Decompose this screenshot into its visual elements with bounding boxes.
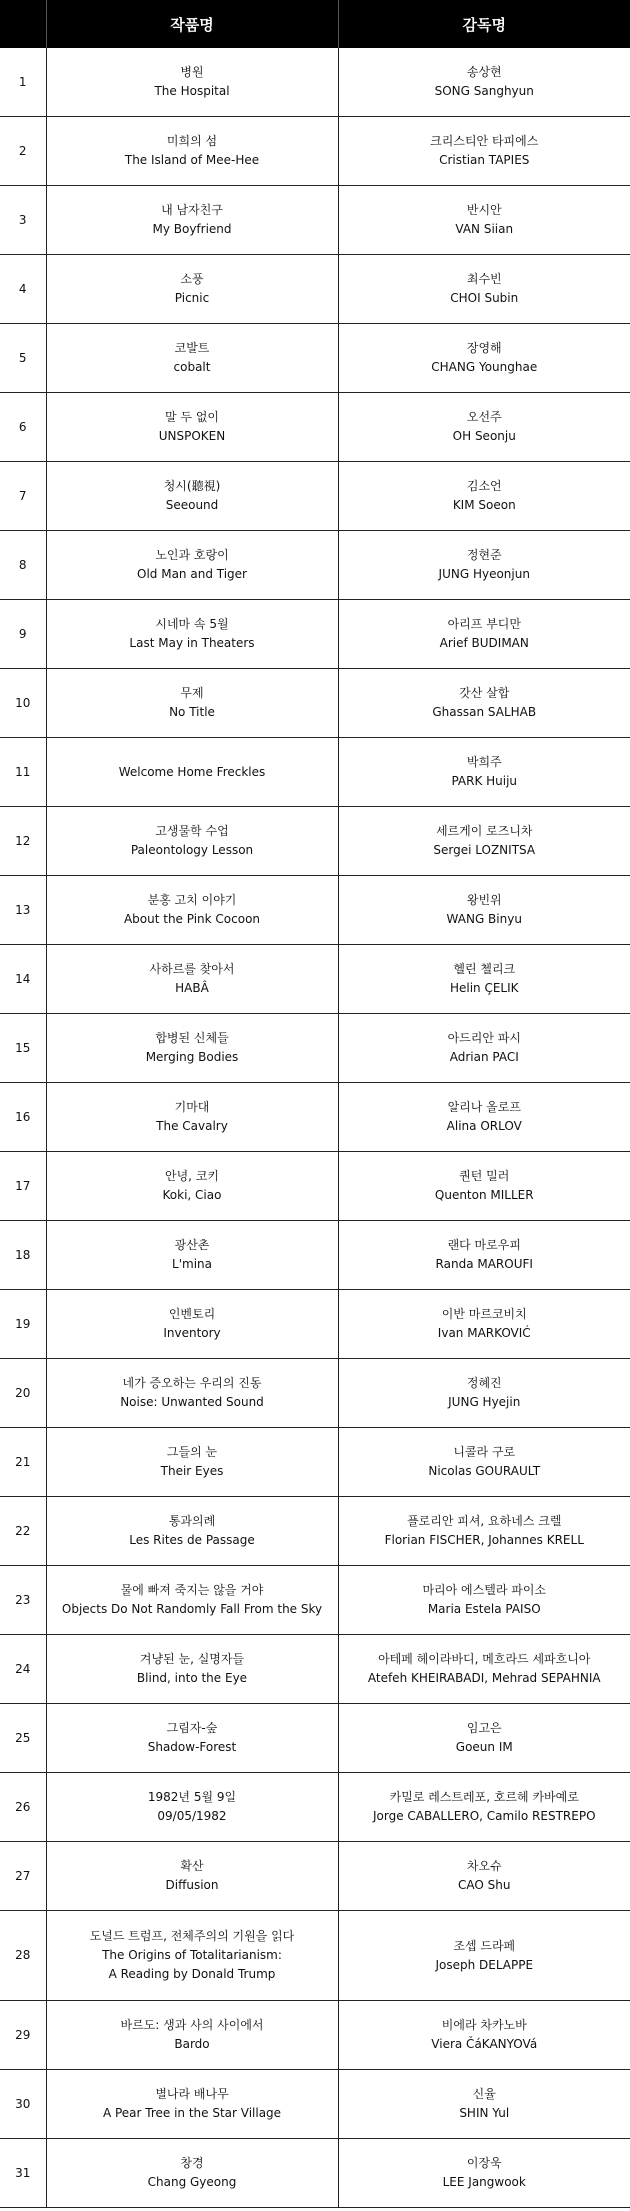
director-cell bbox=[338, 1566, 630, 1635]
row-number: 8 bbox=[0, 531, 46, 600]
film-title-cell bbox=[46, 1290, 338, 1359]
director-line: Helin ÇELIK bbox=[449, 981, 519, 995]
film-title-cell bbox=[46, 2070, 338, 2139]
film-title-line: Picnic bbox=[174, 291, 210, 305]
film-title-cell bbox=[46, 1911, 338, 2001]
director-cell bbox=[338, 531, 630, 600]
film-title-line: 청시(聽視) bbox=[163, 479, 221, 493]
director-cell bbox=[338, 255, 630, 324]
director-cell bbox=[338, 1773, 630, 1842]
director-line: 정현준 bbox=[466, 548, 502, 562]
table-row bbox=[0, 1773, 630, 1842]
film-title-line: 사하르를 찾아서 bbox=[149, 962, 235, 976]
table-row bbox=[0, 1083, 630, 1152]
director-line: 플로리안 피셔, 요하네스 크렐 bbox=[407, 1514, 562, 1528]
film-title-line: Inventory bbox=[163, 1326, 221, 1340]
director-cell bbox=[338, 2139, 630, 2208]
row-number: 16 bbox=[0, 1083, 46, 1152]
director-line: 헬린 첼리크 bbox=[453, 962, 516, 976]
film-title-cell bbox=[46, 1221, 338, 1290]
director-cell bbox=[338, 807, 630, 876]
film-title-cell bbox=[46, 738, 338, 807]
table-row bbox=[0, 738, 630, 807]
film-title-line: 고생물학 수업 bbox=[155, 824, 229, 838]
film-title-line: Objects Do Not Randomly Fall From the Sky bbox=[61, 1602, 323, 1616]
director-line: Sergei LOZNITSA bbox=[433, 843, 536, 857]
table-row bbox=[0, 117, 630, 186]
film-title-line: 병원 bbox=[180, 65, 204, 79]
film-title-line: Their Eyes bbox=[160, 1464, 224, 1478]
director-line: 임고은 bbox=[466, 1721, 502, 1735]
table-row bbox=[0, 2070, 630, 2139]
director-line: 아테페 헤이라바디, 메흐라드 세파흐니아 bbox=[378, 1652, 591, 1666]
director-line: KIM Soeon bbox=[452, 498, 516, 512]
table-row bbox=[0, 1428, 630, 1497]
director-cell bbox=[338, 462, 630, 531]
film-title-line: Bardo bbox=[174, 2037, 210, 2051]
director-line: 장영해 bbox=[466, 341, 502, 355]
row-number: 30 bbox=[0, 2070, 46, 2139]
film-title-line: A Pear Tree in the Star Village bbox=[102, 2106, 282, 2120]
film-title-line: 네가 증오하는 우리의 진동 bbox=[122, 1376, 262, 1390]
director-line: SHIN Yul bbox=[459, 2106, 510, 2120]
film-title-line: 그림자-숲 bbox=[166, 1721, 218, 1735]
row-number: 15 bbox=[0, 1014, 46, 1083]
film-title-line: 그들의 눈 bbox=[166, 1445, 218, 1459]
director-cell bbox=[338, 1842, 630, 1911]
table-row bbox=[0, 1704, 630, 1773]
table-row bbox=[0, 876, 630, 945]
film-title-line: L'mina bbox=[172, 1257, 212, 1271]
row-number: 26 bbox=[0, 1773, 46, 1842]
director-cell bbox=[338, 669, 630, 738]
film-title-line: 코발트 bbox=[174, 341, 210, 355]
director-cell bbox=[338, 1359, 630, 1428]
film-title-cell bbox=[46, 1842, 338, 1911]
director-line: Arief BUDIMAN bbox=[439, 636, 529, 650]
director-cell bbox=[338, 2001, 630, 2070]
table-row bbox=[0, 393, 630, 462]
film-title-cell bbox=[46, 48, 338, 117]
table-row bbox=[0, 1497, 630, 1566]
director-line: 세르게이 로즈니차 bbox=[435, 824, 533, 838]
director-line: OH Seonju bbox=[452, 429, 516, 443]
row-number: 28 bbox=[0, 1911, 46, 2001]
film-title-line: 안녕, 코키 bbox=[165, 1169, 219, 1183]
director-line: 카밀로 레스트레포, 호르헤 카바예로 bbox=[389, 1790, 579, 1804]
director-line: LEE Jangwook bbox=[442, 2175, 526, 2189]
film-title-cell bbox=[46, 1014, 338, 1083]
director-cell bbox=[338, 1152, 630, 1221]
film-title-line: 바르도: 생과 사의 사이에서 bbox=[120, 2018, 264, 2032]
row-number: 19 bbox=[0, 1290, 46, 1359]
table-row bbox=[0, 1635, 630, 1704]
row-number: 23 bbox=[0, 1566, 46, 1635]
director-cell bbox=[338, 186, 630, 255]
table-row bbox=[0, 1566, 630, 1635]
film-title-line: 소풍 bbox=[180, 272, 204, 286]
film-title-line: Last May in Theaters bbox=[129, 636, 255, 650]
director-line: 아리프 부디만 bbox=[447, 617, 521, 631]
film-title-cell bbox=[46, 186, 338, 255]
row-number: 21 bbox=[0, 1428, 46, 1497]
table-row bbox=[0, 1842, 630, 1911]
director-line: JUNG Hyejin bbox=[448, 1395, 521, 1409]
director-cell bbox=[338, 1290, 630, 1359]
film-title-line: The Cavalry bbox=[156, 1119, 228, 1133]
table-row bbox=[0, 807, 630, 876]
row-number: 11 bbox=[0, 738, 46, 807]
film-title-line: Seeound bbox=[165, 498, 219, 512]
director-cell bbox=[338, 1635, 630, 1704]
row-number: 24 bbox=[0, 1635, 46, 1704]
director-line: Ghassan SALHAB bbox=[432, 705, 537, 719]
director-line: Atefeh KHEIRABADI, Mehrad SEPAHNIA bbox=[367, 1671, 601, 1685]
table-row bbox=[0, 2139, 630, 2208]
film-title-line: 합병된 신체들 bbox=[155, 1031, 229, 1045]
film-title-cell bbox=[46, 1566, 338, 1635]
director-line: Nicolas GOURAULT bbox=[428, 1464, 541, 1478]
film-title-line: The Hospital bbox=[154, 84, 230, 98]
director-line: 이장욱 bbox=[466, 2156, 502, 2170]
film-title-cell bbox=[46, 1635, 338, 1704]
director-line: Jorge CABALLERO, Camilo RESTREPO bbox=[372, 1809, 596, 1823]
director-cell bbox=[338, 2070, 630, 2139]
film-title-cell bbox=[46, 669, 338, 738]
row-number: 2 bbox=[0, 117, 46, 186]
table-row bbox=[0, 1290, 630, 1359]
director-line: Randa MAROUFI bbox=[435, 1257, 533, 1271]
table-row bbox=[0, 600, 630, 669]
director-line: 최수빈 bbox=[466, 272, 502, 286]
row-number: 3 bbox=[0, 186, 46, 255]
table-row bbox=[0, 945, 630, 1014]
director-line: 갓산 살합 bbox=[459, 686, 510, 700]
row-number: 13 bbox=[0, 876, 46, 945]
director-cell bbox=[338, 600, 630, 669]
table-row bbox=[0, 48, 630, 117]
row-number: 12 bbox=[0, 807, 46, 876]
director-cell bbox=[338, 1221, 630, 1290]
row-number: 4 bbox=[0, 255, 46, 324]
film-table-body bbox=[0, 48, 630, 2208]
director-line: Maria Estela PAISO bbox=[427, 1602, 541, 1616]
director-cell bbox=[338, 1497, 630, 1566]
row-number: 9 bbox=[0, 600, 46, 669]
film-title-line: Koki, Ciao bbox=[162, 1188, 222, 1202]
row-number: 22 bbox=[0, 1497, 46, 1566]
director-line: 왕빈위 bbox=[466, 893, 502, 907]
row-number: 18 bbox=[0, 1221, 46, 1290]
director-line: Ivan MARKOVIĆ bbox=[437, 1326, 531, 1340]
film-title-line: About the Pink Cocoon bbox=[123, 912, 261, 926]
header-title: 작품명 bbox=[46, 0, 338, 48]
film-title-line: 내 남자친구 bbox=[161, 203, 223, 217]
film-title-cell bbox=[46, 462, 338, 531]
film-title-line: A Reading by Donald Trump bbox=[108, 1967, 276, 1981]
film-title-cell bbox=[46, 600, 338, 669]
director-cell bbox=[338, 876, 630, 945]
film-title-cell bbox=[46, 255, 338, 324]
film-title-line: Welcome Home Freckles bbox=[118, 764, 266, 779]
film-title-line: 09/05/1982 bbox=[157, 1809, 227, 1823]
film-title-cell bbox=[46, 1428, 338, 1497]
director-line: 알리나 올로프 bbox=[447, 1100, 521, 1114]
film-title-line: 미희의 섬 bbox=[166, 134, 218, 148]
film-title-line: Diffusion bbox=[165, 1878, 219, 1892]
director-line: 반시안 bbox=[466, 203, 502, 217]
director-line: Joseph DELAPPE bbox=[435, 1957, 534, 1972]
film-title-line: 1982년 5월 9일 bbox=[147, 1790, 237, 1804]
film-title-line: Shadow-Forest bbox=[147, 1740, 237, 1754]
film-title-line: 무제 bbox=[180, 686, 204, 700]
table-row bbox=[0, 1014, 630, 1083]
table-row bbox=[0, 1911, 630, 2001]
director-line: Viera ČáKANYOVá bbox=[431, 2037, 538, 2051]
director-line: 김소언 bbox=[466, 479, 502, 493]
director-line: CAO Shu bbox=[458, 1878, 511, 1892]
row-number: 5 bbox=[0, 324, 46, 393]
film-title-line: 창경 bbox=[180, 2156, 204, 2170]
film-title-line: 확산 bbox=[180, 1859, 204, 1873]
film-title-cell bbox=[46, 1773, 338, 1842]
table-row bbox=[0, 186, 630, 255]
director-line: Florian FISCHER, Johannes KRELL bbox=[384, 1533, 584, 1547]
director-cell bbox=[338, 324, 630, 393]
table-row bbox=[0, 1359, 630, 1428]
film-title-line: UNSPOKEN bbox=[158, 429, 226, 443]
director-line: Alina ORLOV bbox=[446, 1119, 522, 1133]
film-title-line: 도널드 트럼프, 전체주의의 기원을 읽다 bbox=[89, 1929, 295, 1943]
director-line: 랜다 마로우피 bbox=[447, 1238, 521, 1252]
header-row bbox=[0, 0, 630, 48]
film-title-line: 분홍 고치 이야기 bbox=[147, 893, 237, 907]
director-line: Goeun IM bbox=[455, 1740, 513, 1754]
film-title-line: Blind, into the Eye bbox=[136, 1671, 248, 1685]
film-title-cell bbox=[46, 531, 338, 600]
film-title-line: The Island of Mee-Hee bbox=[124, 153, 260, 167]
director-line: 차오슈 bbox=[466, 1859, 502, 1873]
film-title-cell bbox=[46, 876, 338, 945]
film-title-line: 물에 빠져 죽지는 않을 거야 bbox=[120, 1583, 264, 1597]
film-title-line: 시네마 속 5월 bbox=[155, 617, 229, 631]
film-title-line: 인벤토리 bbox=[168, 1307, 216, 1321]
director-cell bbox=[338, 1428, 630, 1497]
director-line: 오선주 bbox=[466, 410, 502, 424]
film-title-line: Chang Gyeong bbox=[147, 2175, 237, 2189]
director-line: PARK Huiju bbox=[451, 774, 518, 788]
film-title-line: 노인과 호랑이 bbox=[155, 548, 229, 562]
row-number: 31 bbox=[0, 2139, 46, 2208]
director-line: Cristian TAPIES bbox=[439, 153, 530, 167]
director-line: Adrian PACI bbox=[449, 1050, 519, 1064]
director-line: 마리아 에스텔라 파이소 bbox=[422, 1583, 547, 1597]
row-number: 17 bbox=[0, 1152, 46, 1221]
row-number: 14 bbox=[0, 945, 46, 1014]
director-cell bbox=[338, 738, 630, 807]
director-line: 정혜진 bbox=[466, 1376, 502, 1390]
director-cell bbox=[338, 1911, 630, 2001]
table-row bbox=[0, 531, 630, 600]
film-title-line: My Boyfriend bbox=[152, 222, 232, 236]
film-title-cell bbox=[46, 945, 338, 1014]
header-director: 감독명 bbox=[338, 0, 630, 48]
director-line: 신율 bbox=[472, 2087, 496, 2101]
film-title-cell bbox=[46, 393, 338, 462]
film-title-cell bbox=[46, 2001, 338, 2070]
film-title-cell bbox=[46, 1497, 338, 1566]
director-line: 크리스티안 타피에스 bbox=[430, 134, 539, 148]
row-number: 29 bbox=[0, 2001, 46, 2070]
director-cell bbox=[338, 117, 630, 186]
director-line: Quenton MILLER bbox=[434, 1188, 534, 1202]
film-title-line: cobalt bbox=[173, 360, 211, 374]
director-cell bbox=[338, 945, 630, 1014]
director-line: VAN Siian bbox=[455, 222, 514, 236]
director-line: CHANG Younghae bbox=[431, 360, 538, 374]
table-row bbox=[0, 2001, 630, 2070]
director-line: 이반 마르코비치 bbox=[441, 1307, 527, 1321]
director-cell bbox=[338, 1083, 630, 1152]
film-title-line: 별나라 배나무 bbox=[155, 2087, 229, 2101]
director-line: SONG Sanghyun bbox=[434, 84, 534, 98]
film-title-line: No Title bbox=[169, 705, 215, 719]
film-title-cell bbox=[46, 2139, 338, 2208]
film-title-cell bbox=[46, 1359, 338, 1428]
film-title-cell bbox=[46, 1704, 338, 1773]
header-number bbox=[0, 0, 46, 48]
director-line: CHOI Subin bbox=[450, 291, 519, 305]
director-line: 박희주 bbox=[466, 755, 502, 769]
table-row bbox=[0, 255, 630, 324]
film-title-cell bbox=[46, 807, 338, 876]
table-row bbox=[0, 462, 630, 531]
director-cell bbox=[338, 1704, 630, 1773]
row-number: 25 bbox=[0, 1704, 46, 1773]
row-number: 6 bbox=[0, 393, 46, 462]
director-cell bbox=[338, 48, 630, 117]
film-title-line: 겨냥된 눈, 실명자들 bbox=[139, 1652, 245, 1666]
director-cell bbox=[338, 393, 630, 462]
row-number: 7 bbox=[0, 462, 46, 531]
table-row bbox=[0, 1152, 630, 1221]
film-title-line: 말 두 없이 bbox=[165, 410, 219, 424]
film-title-line: 통과의례 bbox=[168, 1514, 216, 1528]
director-line: JUNG Hyeonjun bbox=[438, 567, 530, 581]
film-title-line: 기마대 bbox=[174, 1100, 210, 1114]
film-title-line: Merging Bodies bbox=[145, 1050, 239, 1064]
director-line: WANG Binyu bbox=[446, 912, 522, 926]
row-number: 20 bbox=[0, 1359, 46, 1428]
film-title-cell bbox=[46, 1152, 338, 1221]
row-number: 10 bbox=[0, 669, 46, 738]
film-title-cell bbox=[46, 1083, 338, 1152]
row-number: 27 bbox=[0, 1842, 46, 1911]
film-title-line: Les Rites de Passage bbox=[129, 1533, 255, 1547]
director-line: 니콜라 구로 bbox=[453, 1445, 516, 1459]
film-title-line: Paleontology Lesson bbox=[130, 843, 254, 857]
director-line: 비에라 차카노바 bbox=[441, 2018, 527, 2032]
film-title-line: Noise: Unwanted Sound bbox=[120, 1395, 264, 1409]
film-title-line: The Origins of Totalitarianism: bbox=[102, 1948, 282, 1962]
table-row bbox=[0, 1221, 630, 1290]
director-line: 송상현 bbox=[466, 65, 502, 79]
director-cell bbox=[338, 1014, 630, 1083]
film-title-line: HABÂ bbox=[175, 981, 209, 995]
director-line: 조셉 드라페 bbox=[453, 1938, 516, 1953]
film-title-line: 광산촌 bbox=[174, 1238, 210, 1252]
row-number: 1 bbox=[0, 48, 46, 117]
film-title-cell bbox=[46, 117, 338, 186]
film-title-line: Old Man and Tiger bbox=[137, 567, 247, 581]
table-row bbox=[0, 669, 630, 738]
director-line: 퀀턴 밀러 bbox=[459, 1169, 510, 1183]
table-row bbox=[0, 324, 630, 393]
director-line: 아드리안 파시 bbox=[447, 1031, 521, 1045]
film-title-cell bbox=[46, 324, 338, 393]
